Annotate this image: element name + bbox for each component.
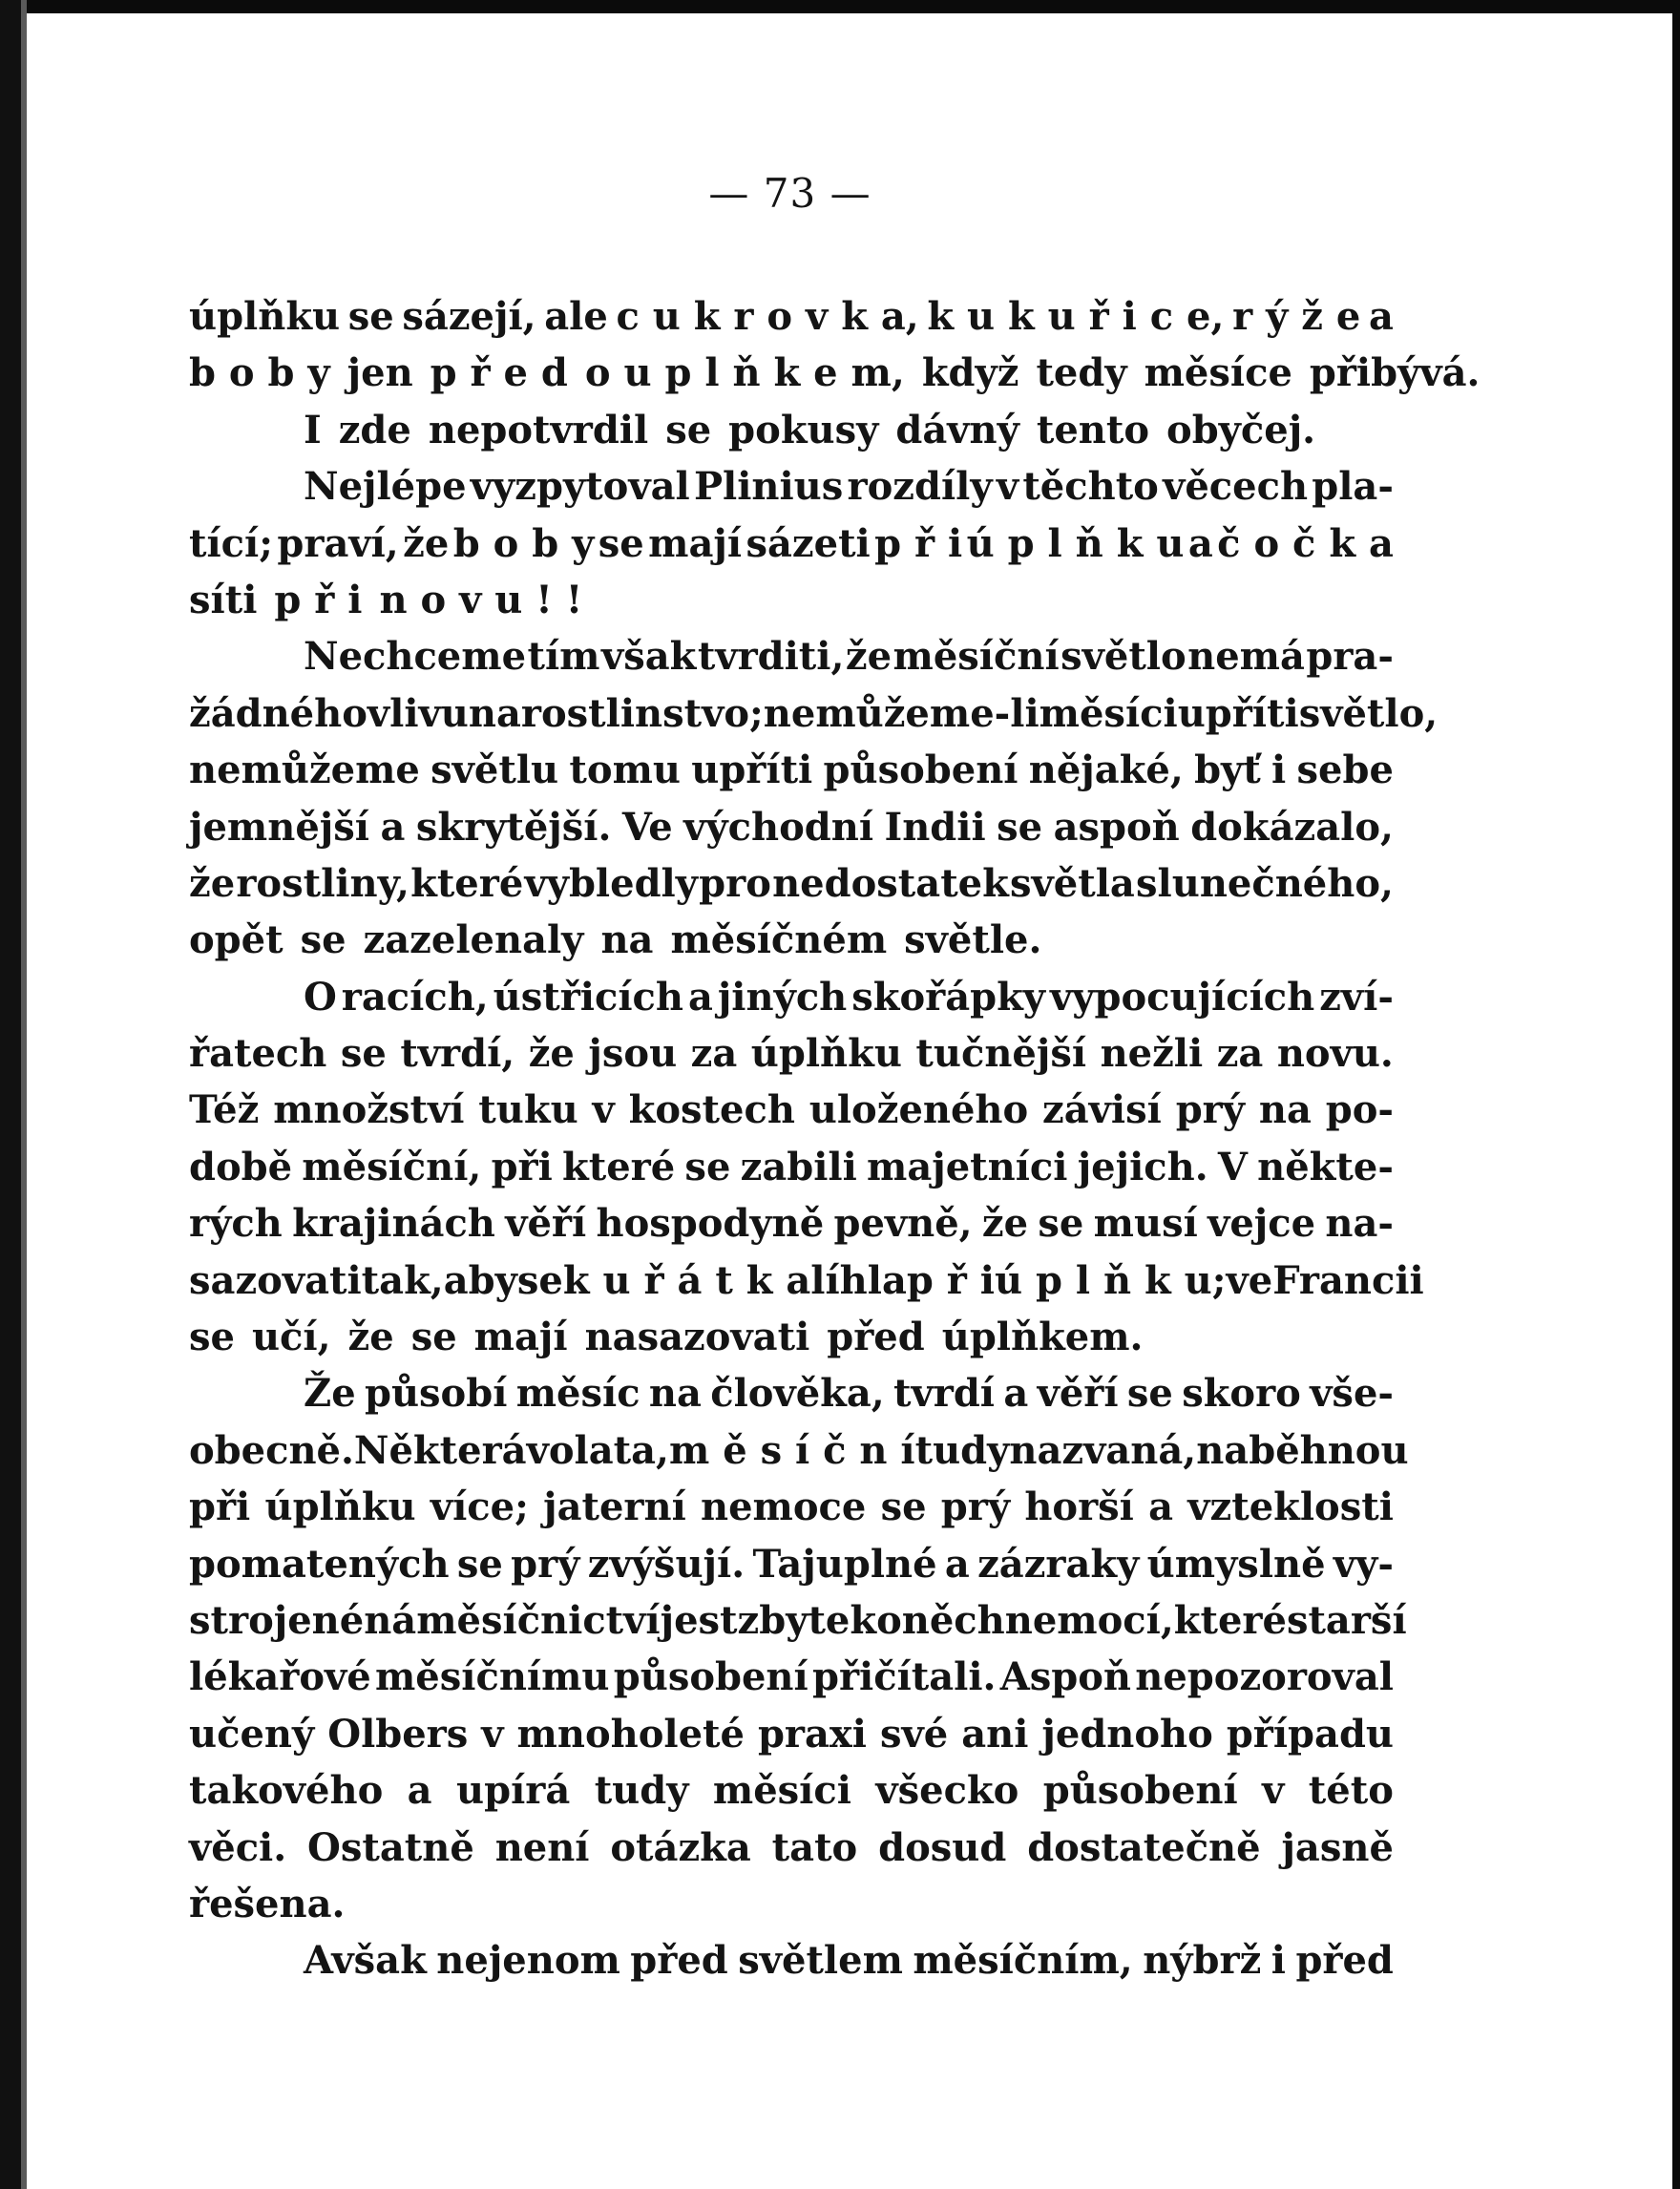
word: rých	[189, 1201, 283, 1247]
word: nepozoroval	[1135, 1654, 1394, 1700]
word: Že	[304, 1371, 356, 1417]
word: pevně,	[833, 1201, 973, 1247]
word: Nechceme	[304, 634, 527, 680]
word: jaterní	[543, 1484, 686, 1530]
word: přičítali.	[811, 1654, 997, 1700]
word: řešena.	[189, 1881, 346, 1926]
word: zvýšují.	[587, 1541, 746, 1587]
text-line	[189, 1820, 1394, 1876]
word: se	[598, 520, 644, 566]
text-line	[189, 1479, 1394, 1535]
word: vybledly	[524, 860, 698, 906]
word: Tajuplné	[752, 1541, 937, 1587]
word: zabili	[740, 1144, 857, 1189]
word: Některá	[353, 1427, 527, 1473]
word: zví-	[1319, 974, 1394, 1020]
word: nežli	[1100, 1031, 1204, 1077]
word: světlu	[430, 747, 559, 793]
word: jasně	[1281, 1824, 1394, 1870]
word: měsíci	[1039, 690, 1178, 736]
word: majetníci	[867, 1144, 1068, 1189]
word: tomu	[569, 747, 681, 793]
text-line	[189, 969, 1394, 1025]
scan-edge-left-shadow	[21, 0, 27, 2189]
word: světlo	[1060, 634, 1186, 680]
word: Nejlépe	[304, 464, 467, 510]
word: sazovati	[189, 1257, 362, 1303]
word: sázeti	[746, 520, 871, 566]
word: prý	[1175, 1087, 1245, 1133]
word: nemůžeme-li	[763, 690, 1040, 736]
word: nemocí,	[1004, 1597, 1174, 1643]
word: a	[407, 1768, 432, 1814]
word: se	[340, 1031, 387, 1077]
word: skoro	[1182, 1371, 1301, 1417]
word: dávný	[895, 407, 1019, 453]
word: této	[1308, 1768, 1394, 1814]
word: době	[189, 1144, 293, 1189]
word: tvrdí	[893, 1371, 996, 1417]
word: že	[981, 1201, 1029, 1247]
word: když	[921, 350, 1019, 396]
text-line	[189, 288, 1394, 345]
word: naběhnou	[1196, 1427, 1409, 1473]
word: měsíčném	[670, 917, 888, 963]
word: které	[410, 860, 524, 906]
word: pokusy	[728, 407, 879, 453]
text-line	[189, 1706, 1394, 1762]
word: musí	[1093, 1201, 1198, 1247]
word: Indii	[884, 804, 986, 850]
word: nasazovati	[584, 1315, 810, 1360]
word: pra-	[1306, 634, 1394, 680]
word: dosud	[878, 1824, 1007, 1870]
text-line	[189, 628, 1394, 684]
word: zde	[338, 407, 411, 453]
word: a	[1368, 294, 1394, 339]
word: nejenom	[436, 1938, 620, 1984]
word: tento	[1036, 407, 1150, 453]
word: pla-	[1312, 464, 1394, 510]
word: nemůžeme	[189, 747, 420, 793]
word: Ostatně	[307, 1824, 474, 1870]
word: Avšak	[304, 1938, 427, 1984]
word: Olbers	[327, 1711, 469, 1757]
word: jemnější	[189, 804, 369, 850]
word: se	[516, 1257, 563, 1303]
word: věří	[505, 1201, 587, 1247]
word: nemoce	[701, 1484, 867, 1530]
word: světla	[1010, 860, 1135, 906]
word: O	[304, 974, 337, 1020]
word: věcech	[1163, 464, 1309, 510]
text-line	[189, 685, 1438, 742]
word: vypocujících	[1050, 974, 1315, 1020]
word: otázka	[610, 1824, 751, 1870]
word: působení	[823, 747, 1018, 793]
word: tící;	[189, 520, 273, 566]
word: na-	[1325, 1201, 1394, 1247]
text-line	[189, 1536, 1394, 1592]
word: kostech	[628, 1087, 795, 1133]
word: jest	[660, 1597, 738, 1643]
word: se	[456, 1541, 503, 1587]
text-line	[189, 1592, 1407, 1649]
word: síti	[189, 577, 258, 622]
word: Aspoň	[999, 1654, 1132, 1700]
text-line	[189, 799, 1394, 855]
word: učí,	[251, 1315, 331, 1360]
word: ve	[1226, 1257, 1273, 1303]
word: těchto	[1022, 464, 1159, 510]
word: vše-	[1310, 1371, 1394, 1417]
word: které	[562, 1144, 676, 1189]
word: rostlinstvo;	[520, 690, 764, 736]
word: měsíce	[1144, 350, 1292, 396]
word: před	[1295, 1938, 1394, 1984]
word: i	[1270, 1938, 1286, 1984]
word: r ý ž e	[1232, 294, 1361, 339]
word: měsíční	[892, 634, 1060, 680]
text-line	[189, 458, 1394, 515]
word: praví,	[277, 520, 399, 566]
text-line	[189, 912, 1394, 968]
word: aby	[443, 1257, 517, 1303]
word: Ve	[621, 804, 673, 850]
word: skrytější.	[415, 804, 612, 850]
word: se	[880, 1484, 927, 1530]
word: skořápky	[851, 974, 1046, 1020]
text-line	[189, 1252, 1424, 1309]
word: ani	[961, 1711, 1029, 1757]
word: jednoho	[1041, 1711, 1213, 1757]
word: úplňku	[264, 1484, 416, 1530]
word: jiných	[717, 974, 848, 1020]
text-line	[189, 1365, 1394, 1421]
word: mají	[473, 1315, 568, 1360]
word: světlem	[738, 1938, 903, 1984]
word: na	[468, 690, 521, 736]
word: světlo,	[1298, 690, 1438, 736]
word: působení	[1042, 1768, 1238, 1814]
word: že	[528, 1031, 575, 1077]
word: n o v u ! !	[379, 577, 583, 622]
word: rostliny,	[236, 860, 410, 906]
word: oněch	[876, 1597, 1005, 1643]
word: dostatečně	[1027, 1824, 1261, 1870]
text-line	[189, 1932, 1394, 1989]
text-line	[189, 1195, 1394, 1252]
word: o u p l ň k e m,	[584, 350, 905, 396]
word: před	[827, 1315, 925, 1360]
word: a	[1003, 1371, 1029, 1417]
word: tato	[771, 1824, 858, 1870]
word: které	[1173, 1597, 1287, 1643]
word: vy-	[1333, 1541, 1394, 1587]
word: za	[1216, 1031, 1264, 1077]
word: při	[491, 1144, 553, 1189]
word: m ě s í č n í	[668, 1427, 915, 1473]
word: více;	[430, 1484, 529, 1530]
word: nedostatek	[772, 860, 1009, 906]
word: novu.	[1276, 1031, 1394, 1077]
word: a	[1187, 520, 1213, 566]
word: nějaké,	[1028, 747, 1184, 793]
word: sázejí,	[402, 294, 536, 339]
page-number: — 73 —	[708, 170, 872, 217]
word: se	[189, 1315, 235, 1360]
word: úplňkem.	[941, 1315, 1144, 1360]
word: Francii	[1272, 1257, 1424, 1303]
text-line	[189, 1309, 1394, 1365]
word: že	[347, 1315, 394, 1360]
word: V	[1217, 1144, 1248, 1189]
text-line	[189, 516, 1394, 572]
word: že	[403, 520, 450, 566]
word: se	[684, 1144, 731, 1189]
text-line	[189, 345, 1480, 401]
word: své	[879, 1711, 949, 1757]
word: někte-	[1257, 1144, 1394, 1189]
word: obecně.	[189, 1427, 354, 1473]
word: nepotvrdil	[428, 407, 649, 453]
word: p ř i	[906, 1257, 995, 1303]
word: na	[600, 917, 654, 963]
word: východní	[683, 804, 874, 850]
word: I	[304, 407, 322, 453]
word: p ř i	[274, 577, 363, 622]
word: úplňku	[750, 1031, 902, 1077]
word: strojené	[189, 1597, 365, 1643]
word: se	[410, 1315, 457, 1360]
word: v	[592, 1087, 615, 1133]
word: světle.	[904, 917, 1042, 963]
word: že	[189, 860, 236, 906]
scan-edge-left	[0, 0, 21, 2189]
word: slunečného,	[1136, 860, 1394, 906]
word: za	[690, 1031, 738, 1077]
word: tvrdí,	[400, 1031, 515, 1077]
word: tak,	[361, 1257, 444, 1303]
word: prý	[511, 1541, 580, 1587]
word: pomatených	[189, 1541, 450, 1587]
word: p ř i	[874, 520, 963, 566]
word: tím	[527, 634, 600, 680]
word: při	[189, 1484, 251, 1530]
word: a	[380, 804, 406, 850]
word: úplňku	[189, 294, 341, 339]
word: na	[648, 1371, 702, 1417]
word: úmyslně	[1146, 1541, 1326, 1587]
word: člověka,	[710, 1371, 885, 1417]
text-line	[189, 1422, 1409, 1479]
word: se	[1126, 1371, 1173, 1417]
word: volata,	[526, 1427, 669, 1473]
word: líhla	[810, 1257, 907, 1303]
text-line	[189, 742, 1394, 798]
word: množství	[273, 1087, 465, 1133]
word: v	[996, 464, 1019, 510]
word: přibývá.	[1309, 350, 1480, 396]
word: tučnější	[915, 1031, 1087, 1077]
word: měsíc	[515, 1371, 640, 1417]
text-line	[189, 1649, 1394, 1705]
word: případu	[1226, 1711, 1394, 1757]
word: vzteklosti	[1187, 1484, 1394, 1530]
word: před	[630, 1938, 728, 1984]
word: náměsíčnictví	[364, 1597, 661, 1643]
text-line	[189, 402, 1394, 458]
scan-edge-right	[1672, 0, 1680, 2189]
word: a	[1148, 1484, 1174, 1530]
word: tvrditi,	[697, 634, 845, 680]
word: a	[944, 1541, 970, 1587]
scan-edge-top	[0, 0, 1680, 13]
word: dokázalo,	[1190, 804, 1394, 850]
word: ústřicích	[493, 974, 683, 1020]
word: jejich.	[1077, 1144, 1208, 1189]
word: vyzpytoval	[470, 464, 690, 510]
word: byť	[1194, 747, 1261, 793]
word: č o č k a	[1217, 520, 1394, 566]
word: nýbrž	[1143, 1938, 1262, 1984]
word: starší	[1286, 1597, 1407, 1643]
word: nemá	[1187, 634, 1305, 680]
word: mnoholeté	[516, 1711, 745, 1757]
word: však	[600, 634, 697, 680]
word: praxi	[757, 1711, 867, 1757]
word: hospodyně	[596, 1201, 825, 1247]
word: věří	[1037, 1371, 1119, 1417]
word: závisí	[1042, 1087, 1162, 1133]
word: opět	[189, 917, 284, 963]
word: měsíčním,	[913, 1938, 1133, 1984]
word: že	[845, 634, 892, 680]
word: na	[1258, 1087, 1312, 1133]
word: b o b y	[189, 350, 330, 396]
text-line	[189, 855, 1394, 912]
word: se	[665, 407, 712, 453]
word: c u k r o v k a,	[616, 294, 919, 339]
word: se	[997, 804, 1043, 850]
word: se	[347, 294, 394, 339]
word: vejce	[1208, 1201, 1316, 1247]
word: žádného	[189, 690, 368, 736]
word: působení	[613, 1654, 808, 1700]
word: se	[1038, 1201, 1084, 1247]
word: uloženého	[808, 1087, 1029, 1133]
word: zbytek	[737, 1597, 877, 1643]
word: všecko	[875, 1768, 1019, 1814]
word: měsíčnímu	[374, 1654, 610, 1700]
word: řatech	[189, 1031, 327, 1077]
word: krajinách	[292, 1201, 495, 1247]
word: působí	[364, 1371, 508, 1417]
text-line	[189, 1876, 1394, 1932]
word: ú p l ň k u	[966, 520, 1185, 566]
word: a	[687, 974, 713, 1020]
body-text	[189, 288, 1480, 1989]
word: racích,	[341, 974, 489, 1020]
word: ú p l ň k u;	[994, 1257, 1227, 1303]
word: měsíční,	[302, 1144, 482, 1189]
word: sebe	[1296, 747, 1394, 793]
text-line	[189, 1082, 1394, 1138]
word: nazvaná,	[1009, 1427, 1197, 1473]
word: k u k u ř i c e,	[927, 294, 1225, 339]
word: horší	[1024, 1484, 1134, 1530]
word: jen	[346, 350, 413, 396]
word: upříti	[691, 747, 813, 793]
word: tedy	[1036, 350, 1127, 396]
word: k u ř á t k a	[562, 1257, 811, 1303]
word: prý	[940, 1484, 1011, 1530]
word: rozdíly	[847, 464, 993, 510]
word: upírá	[456, 1768, 571, 1814]
word: zazelenaly	[363, 917, 584, 963]
word: takového	[189, 1768, 384, 1814]
word: b o b y	[452, 520, 595, 566]
word: lékařové	[189, 1654, 371, 1700]
word: Též	[189, 1087, 260, 1133]
word: Plinius	[693, 464, 844, 510]
text-line	[189, 1762, 1394, 1819]
word: ale	[544, 294, 608, 339]
text-line	[189, 1139, 1394, 1195]
word: měsíci	[712, 1768, 851, 1814]
word: tuku	[478, 1087, 578, 1133]
word: v	[481, 1711, 504, 1757]
word: zázraky	[977, 1541, 1140, 1587]
word: se	[300, 917, 346, 963]
text-line	[189, 1025, 1394, 1082]
word: pro	[699, 860, 771, 906]
word: obyčej.	[1166, 407, 1316, 453]
text-line	[189, 572, 1394, 628]
word: není	[494, 1824, 590, 1870]
word: tudy	[594, 1768, 689, 1814]
word: aspoň	[1053, 804, 1180, 850]
word: upříti	[1177, 690, 1299, 736]
word: mají	[648, 520, 743, 566]
word: věci.	[189, 1824, 287, 1870]
word: učený	[189, 1711, 315, 1757]
word: v	[1262, 1768, 1285, 1814]
word: tudy	[914, 1427, 1010, 1473]
word: i	[1271, 747, 1287, 793]
word: jsou	[588, 1031, 678, 1077]
word: po-	[1325, 1087, 1394, 1133]
word: p ř e d	[430, 350, 568, 396]
word: vlivu	[367, 690, 469, 736]
